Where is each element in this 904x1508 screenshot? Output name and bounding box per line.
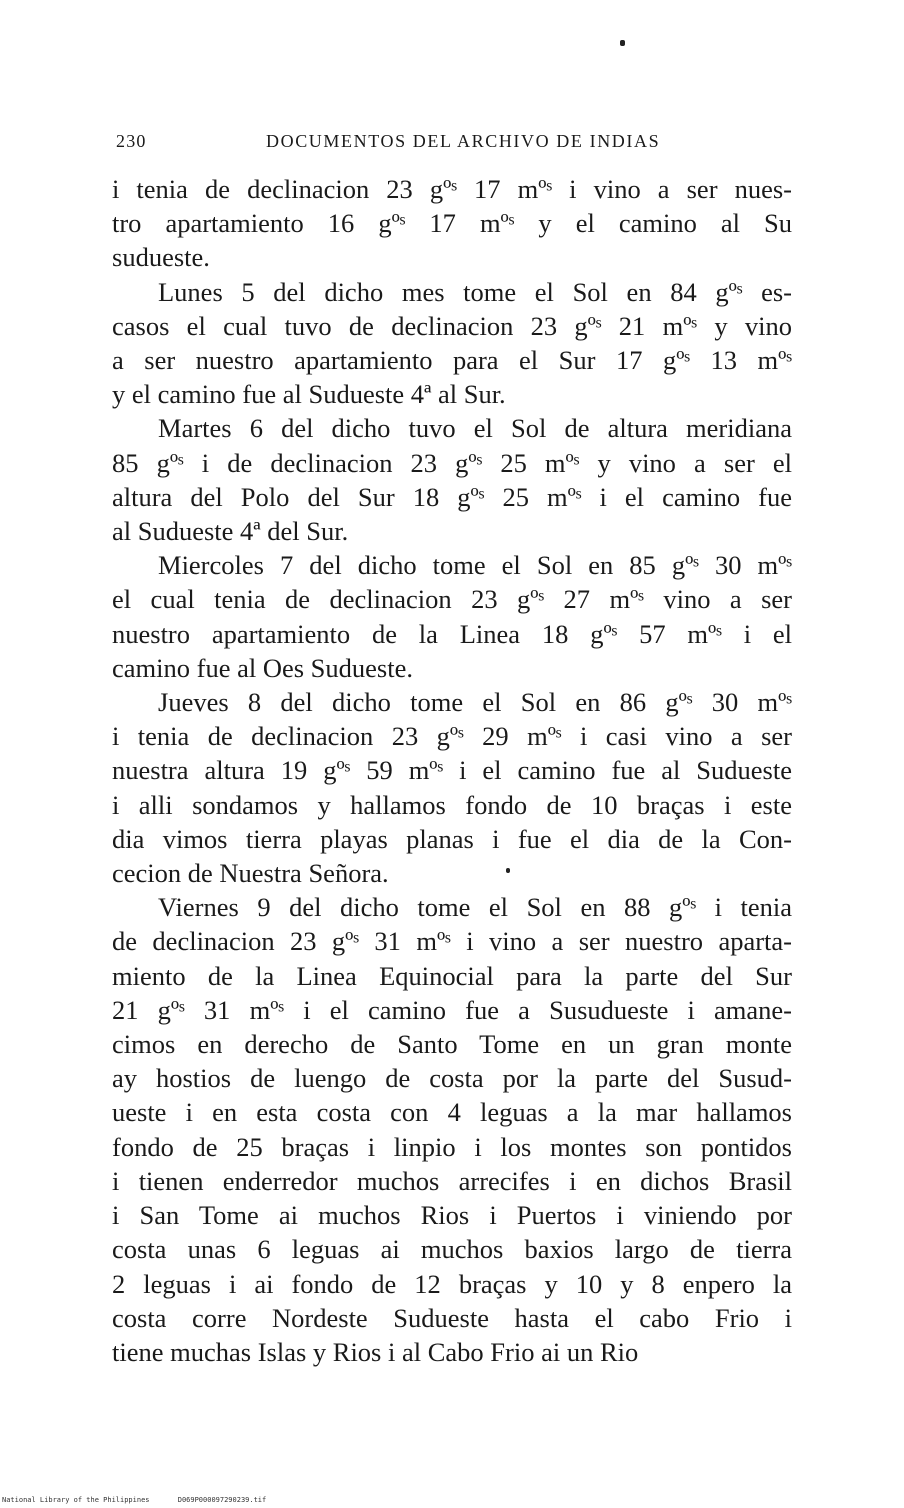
text-line: sudueste.: [112, 242, 210, 273]
text-line: Jueves 8 del dicho tome el Sol en 86 gºˢ 30 mºˢ: [158, 687, 792, 718]
text-line: y el camino fue al Sudueste 4ª al Sur.: [112, 379, 506, 410]
text-line: Martes 6 del dicho tuvo el Sol de altura meridiana: [158, 413, 792, 444]
page-header: [116, 131, 792, 161]
text-line: nuestro apartamiento de la Linea 18 gºˢ 57 mºˢ i el: [112, 618, 792, 649]
text-line: a ser nuestro apartamiento para el Sur 17 gºˢ 13 mºˢ: [112, 345, 792, 376]
text-line: de declinacion 23 gºˢ 31 mºˢ i vino a ser nuestro aparta-: [112, 926, 792, 957]
text-line: tro apartamiento 16 gºˢ 17 mºˢ y el camino al Su: [112, 208, 792, 239]
paragraph: [112, 548, 792, 685]
text-line: nuestra altura 19 gºˢ 59 mºˢ i el camino fue al Sudueste: [112, 755, 792, 786]
text-line: el cual tenia de declinacion 23 gºˢ 27 mºˢ vino a ser: [112, 584, 792, 615]
text-line: 85 gºˢ i de declinacion 23 gºˢ 25 mºˢ y vino a ser el: [112, 447, 792, 478]
text-line: altura del Polo del Sur 18 gºˢ 25 mºˢ i el camino fue: [112, 481, 792, 512]
text-line: Miercoles 7 del dicho tome el Sol en 85 gºˢ 30 mºˢ: [158, 550, 792, 581]
text-line: i tenia de declinacion 23 gºˢ 29 mºˢ i casi vino a ser: [112, 721, 792, 752]
text-line: ueste i en esta costa con 4 leguas a la mar hallamos: [112, 1097, 792, 1128]
text-line: costa corre Nordeste Sudueste hasta el cabo Frio i: [112, 1302, 792, 1333]
text-line: al Sudueste 4ª del Sur.: [112, 516, 349, 547]
paragraph: [112, 890, 792, 1369]
library-credit: National Library of the Philippines: [2, 1496, 150, 1504]
text-line: i tenia de declinacion 23 gºˢ 17 mºˢ i vino a ser nues-: [112, 174, 792, 204]
paragraph: [112, 685, 792, 890]
file-id: D069P000097290239.tif: [177, 1496, 267, 1504]
text-line: tiene muchas Islas y Rios i al Cabo Frio ai un Rio: [112, 1336, 639, 1367]
page-number: 230: [116, 131, 147, 151]
text-line: cecion de Nuestra Señora.: [112, 858, 389, 889]
text-line: costa unas 6 leguas ai muchos baxios largo de tierra: [112, 1234, 792, 1265]
paragraph: [112, 275, 792, 412]
text-line: i alli sondamos y hallamos fondo de 10 braças i este: [112, 789, 792, 820]
text-line: 21 gºˢ 31 mºˢ i el camino fue a Susudueste i amane-: [112, 994, 792, 1025]
text-line: casos el cual tuvo de declinacion 23 gºˢ 21 mºˢ y vino: [112, 310, 792, 341]
paragraph: [112, 411, 792, 548]
body-text: [112, 172, 792, 1369]
text-line: i tienen enderredor muchos arrecifes i en dichos Brasil: [112, 1165, 792, 1196]
ink-speck: [620, 40, 625, 46]
text-line: 2 leguas i ai fondo de 12 braças y 10 y 8 enpero la: [112, 1268, 792, 1299]
text-line: i San Tome ai muchos Rios i Puertos i viniendo por: [112, 1200, 792, 1231]
text-line: Viernes 9 del dicho tome el Sol en 88 gºˢ i tenia: [158, 892, 792, 923]
text-line: fondo de 25 braças i linpio i los montes son pontidos: [112, 1131, 792, 1162]
text-line: dia vimos tierra playas planas i fue el dia de la Con-: [112, 823, 792, 854]
text-line: ay hostios de luengo de costa por la parte del Susud-: [112, 1063, 792, 1094]
text-line: camino fue al Oes Sudueste.: [112, 652, 413, 683]
text-line: miento de la Linea Equinocial para la parte del Sur: [112, 960, 792, 991]
scan-footer: [2, 1496, 290, 1504]
running-title: DOCUMENTOS DEL ARCHIVO DE INDIAS: [266, 131, 661, 151]
paragraph: [112, 172, 792, 275]
text-line: Lunes 5 del dicho mes tome el Sol en 84 gºˢ es-: [158, 276, 792, 307]
text-line: cimos en derecho de Santo Tome en un gran monte: [112, 1029, 792, 1060]
